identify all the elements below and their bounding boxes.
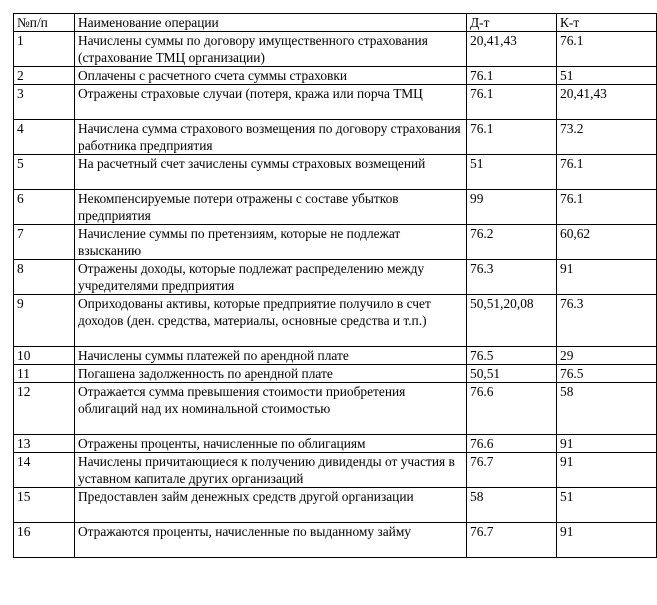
row-debit: 76.6 xyxy=(467,383,557,435)
header-debit: Д-т xyxy=(467,14,557,32)
table-row xyxy=(14,523,657,558)
row-name: Оприходованы активы, которые предприятие получило в счет доходов (ден. средства, материалы, основные средства и т.п.) xyxy=(75,295,467,347)
row-num: 3 xyxy=(14,85,75,120)
row-credit: 76.3 xyxy=(557,295,657,347)
row-num: 4 xyxy=(14,120,75,155)
row-num: 11 xyxy=(14,365,75,383)
row-name: Погашена задолженность по арендной плате xyxy=(75,365,467,383)
table-row xyxy=(14,85,657,120)
row-credit: 73.2 xyxy=(557,120,657,155)
row-debit: 76.7 xyxy=(467,523,557,558)
row-num: 1 xyxy=(14,32,75,67)
row-debit: 76.5 xyxy=(467,347,557,365)
row-credit: 76.1 xyxy=(557,155,657,190)
table-row xyxy=(14,67,657,85)
table-row xyxy=(14,365,657,383)
row-name: Начисление суммы по претензиям, которые не подлежат взысканию xyxy=(75,225,467,260)
row-debit: 50,51 xyxy=(467,365,557,383)
row-name: Некомпенсируемые потери отражены с составе убытков предприятия xyxy=(75,190,467,225)
table-row xyxy=(14,190,657,225)
row-credit: 51 xyxy=(557,488,657,523)
row-num: 13 xyxy=(14,435,75,453)
row-debit: 76.6 xyxy=(467,435,557,453)
table-row xyxy=(14,120,657,155)
row-debit: 76.3 xyxy=(467,260,557,295)
row-num: 12 xyxy=(14,383,75,435)
row-credit: 60,62 xyxy=(557,225,657,260)
row-num: 7 xyxy=(14,225,75,260)
row-credit: 76.5 xyxy=(557,365,657,383)
header-num: №п/п xyxy=(14,14,75,32)
operations-table xyxy=(13,13,657,558)
row-credit: 91 xyxy=(557,435,657,453)
row-num: 14 xyxy=(14,453,75,488)
table-row xyxy=(14,295,657,347)
row-credit: 29 xyxy=(557,347,657,365)
table-row xyxy=(14,260,657,295)
row-debit: 58 xyxy=(467,488,557,523)
operations-table-body xyxy=(14,14,657,558)
row-num: 5 xyxy=(14,155,75,190)
row-name: Оплачены с расчетного счета суммы страховки xyxy=(75,67,467,85)
row-num: 9 xyxy=(14,295,75,347)
row-name: Начислена сумма страхового возмещения по договору страхования работника предприятия xyxy=(75,120,467,155)
row-credit: 76.1 xyxy=(557,32,657,67)
row-credit: 76.1 xyxy=(557,190,657,225)
row-num: 16 xyxy=(14,523,75,558)
row-debit: 20,41,43 xyxy=(467,32,557,67)
row-name: Отражены проценты, начисленные по облигациям xyxy=(75,435,467,453)
table-row xyxy=(14,155,657,190)
table-row xyxy=(14,32,657,67)
row-num: 2 xyxy=(14,67,75,85)
row-name: Начислены причитающиеся к получению дивиденды от участия в уставном капитале других организаций xyxy=(75,453,467,488)
row-name: Отражены доходы, которые подлежат распределению между учредителями предприятия xyxy=(75,260,467,295)
row-debit: 76.1 xyxy=(467,67,557,85)
row-credit: 91 xyxy=(557,523,657,558)
row-credit: 91 xyxy=(557,260,657,295)
header-credit: К-т xyxy=(557,14,657,32)
table-row xyxy=(14,453,657,488)
row-name: Предоставлен займ денежных средств другой организации xyxy=(75,488,467,523)
row-name: На расчетный счет зачислены суммы страховых возмещений xyxy=(75,155,467,190)
row-debit: 76.7 xyxy=(467,453,557,488)
table-row xyxy=(14,383,657,435)
row-debit: 99 xyxy=(467,190,557,225)
table-row xyxy=(14,347,657,365)
row-debit: 76.2 xyxy=(467,225,557,260)
row-debit: 51 xyxy=(467,155,557,190)
row-num: 15 xyxy=(14,488,75,523)
row-credit: 51 xyxy=(557,67,657,85)
row-debit: 76.1 xyxy=(467,120,557,155)
row-debit: 50,51,20,08 xyxy=(467,295,557,347)
row-debit: 76.1 xyxy=(467,85,557,120)
row-num: 10 xyxy=(14,347,75,365)
row-name: Отражаются проценты, начисленные по выданному займу xyxy=(75,523,467,558)
row-num: 6 xyxy=(14,190,75,225)
row-name: Отражены страховые случаи (потеря, кража или порча ТМЦ xyxy=(75,85,467,120)
row-credit: 58 xyxy=(557,383,657,435)
header-name: Наименование операции xyxy=(75,14,467,32)
row-name: Начислены суммы по договору имущественного страхования (страхование ТМЦ организации) xyxy=(75,32,467,67)
table-header-row xyxy=(14,14,657,32)
row-num: 8 xyxy=(14,260,75,295)
table-row xyxy=(14,488,657,523)
row-credit: 20,41,43 xyxy=(557,85,657,120)
row-name: Отражается сумма превышения стоимости приобретения облигаций над их номинальной стоимостью xyxy=(75,383,467,435)
table-row xyxy=(14,435,657,453)
row-credit: 91 xyxy=(557,453,657,488)
row-name: Начислены суммы платежей по арендной плате xyxy=(75,347,467,365)
table-row xyxy=(14,225,657,260)
